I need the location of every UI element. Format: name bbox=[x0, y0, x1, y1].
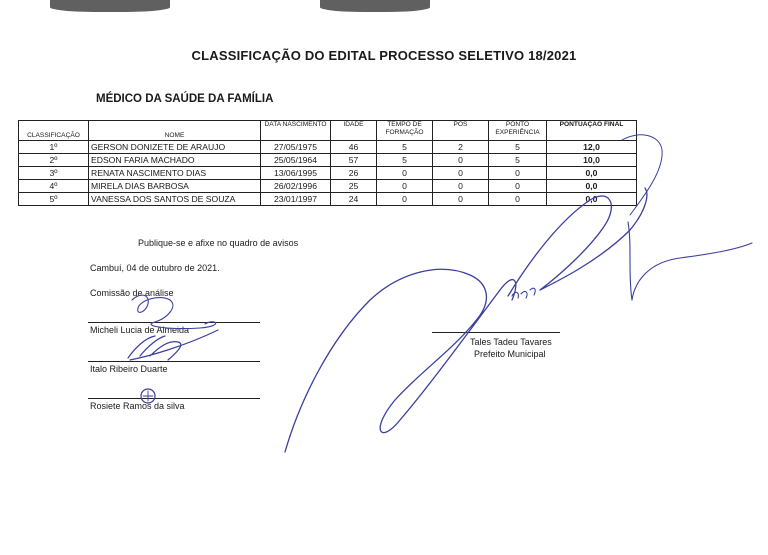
cell-ponto-experiencia: 0 bbox=[489, 180, 547, 193]
cell-classificacao: 5º bbox=[19, 193, 89, 206]
mayor-signature-stroke bbox=[628, 222, 752, 300]
header-tempo-formacao-line1: TEMPO DE bbox=[387, 121, 422, 128]
scan-artifact bbox=[320, 0, 430, 12]
header-ponto-experiencia-line1: PONTO bbox=[505, 121, 530, 128]
header-idade: IDADE bbox=[331, 121, 377, 141]
cell-idade: 46 bbox=[331, 141, 377, 154]
signature-line bbox=[88, 361, 260, 362]
cell-nome: VANESSA DOS SANTOS DE SOUZA bbox=[89, 193, 261, 206]
cell-nome: GERSON DONIZETE DE ARAUJO bbox=[89, 141, 261, 154]
cell-nome: RENATA NASCIMENTO DIAS bbox=[89, 167, 261, 180]
cell-ponto-experiencia: 0 bbox=[489, 167, 547, 180]
classification-table bbox=[18, 120, 637, 206]
signature-line bbox=[88, 322, 260, 323]
cell-tempo-formacao: 0 bbox=[377, 167, 433, 180]
header-pontuacao-final: PONTUAÇÃO FINAL bbox=[547, 121, 637, 141]
table-header-row bbox=[19, 121, 637, 141]
cell-tempo-formacao: 5 bbox=[377, 154, 433, 167]
cell-idade: 26 bbox=[331, 167, 377, 180]
header-ponto-experiencia bbox=[489, 121, 547, 141]
cell-ponto-experiencia: 5 bbox=[489, 141, 547, 154]
date-line: Cambuí, 04 de outubro de 2021. bbox=[90, 263, 220, 273]
cell-idade: 25 bbox=[331, 180, 377, 193]
cell-pos: 0 bbox=[433, 193, 489, 206]
signature-line bbox=[88, 398, 260, 399]
header-nome: NOME bbox=[89, 121, 261, 141]
document-subtitle: MÉDICO DA SAÚDE DA FAMÍLIA bbox=[96, 93, 274, 105]
header-tempo-formacao-line2: FORMAÇÃO bbox=[385, 129, 424, 136]
document-title: CLASSIFICAÇÃO DO EDITAL PROCESSO SELETIVO 18/2021 bbox=[191, 48, 577, 63]
signature-line bbox=[432, 332, 560, 333]
cell-data-nascimento: 25/05/1964 bbox=[261, 154, 331, 167]
cell-pontuacao-final: 0,0 bbox=[547, 193, 637, 206]
cell-classificacao: 1º bbox=[19, 141, 89, 154]
mayor-signature-stroke bbox=[285, 269, 516, 452]
cell-classificacao: 4º bbox=[19, 180, 89, 193]
cell-nome: MIRELA DIAS BARBOSA bbox=[89, 180, 261, 193]
cell-pos: 0 bbox=[433, 167, 489, 180]
cell-pos: 0 bbox=[433, 180, 489, 193]
cell-classificacao: 3º bbox=[19, 167, 89, 180]
mayor-name: Tales Tadeu Tavares bbox=[470, 337, 552, 347]
cell-pontuacao-final: 0,0 bbox=[547, 167, 637, 180]
cell-idade: 24 bbox=[331, 193, 377, 206]
cell-tempo-formacao: 0 bbox=[377, 193, 433, 206]
header-data-nascimento: DATA NASCIMENTO bbox=[261, 121, 331, 141]
cell-tempo-formacao: 0 bbox=[377, 180, 433, 193]
commission-label: Comissão de análise bbox=[90, 288, 174, 298]
header-classificacao: CLASSIFICAÇÃO bbox=[19, 121, 89, 141]
cell-pontuacao-final: 12,0 bbox=[547, 141, 637, 154]
cell-pos: 0 bbox=[433, 154, 489, 167]
cell-ponto-experiencia: 5 bbox=[489, 154, 547, 167]
commission-member-name: Rosiete Ramos da silva bbox=[90, 401, 185, 411]
cell-data-nascimento: 13/06/1995 bbox=[261, 167, 331, 180]
header-ponto-experiencia-line2: EXPERIÊNCIA bbox=[495, 129, 540, 136]
table-row bbox=[19, 154, 637, 167]
cell-data-nascimento: 27/05/1975 bbox=[261, 141, 331, 154]
cell-data-nascimento: 26/02/1996 bbox=[261, 180, 331, 193]
cell-data-nascimento: 23/01/1997 bbox=[261, 193, 331, 206]
table-row bbox=[19, 167, 637, 180]
scan-artifact bbox=[50, 0, 170, 12]
mayor-role: Prefeito Municipal bbox=[474, 349, 546, 359]
commission-seal-icon bbox=[143, 391, 153, 401]
commission-signature-stroke bbox=[132, 295, 216, 328]
cell-idade: 57 bbox=[331, 154, 377, 167]
cell-pontuacao-final: 0,0 bbox=[547, 180, 637, 193]
publish-note: Publique-se e afixe no quadro de avisos bbox=[138, 238, 299, 248]
cell-nome: EDSON FARIA MACHADO bbox=[89, 154, 261, 167]
table-row bbox=[19, 193, 637, 206]
cell-ponto-experiencia: 0 bbox=[489, 193, 547, 206]
table-row bbox=[19, 180, 637, 193]
header-tempo-formacao bbox=[377, 121, 433, 141]
table-row bbox=[19, 141, 637, 154]
cell-pos: 2 bbox=[433, 141, 489, 154]
cell-tempo-formacao: 5 bbox=[377, 141, 433, 154]
mayor-initials bbox=[512, 288, 535, 298]
header-pos: PÓS bbox=[433, 121, 489, 141]
cell-classificacao: 2º bbox=[19, 154, 89, 167]
cell-pontuacao-final: 10,0 bbox=[547, 154, 637, 167]
commission-member-name: Micheli Lucia de Almeida bbox=[90, 325, 190, 335]
commission-member-name: Italo Ribeiro Duarte bbox=[90, 364, 168, 374]
